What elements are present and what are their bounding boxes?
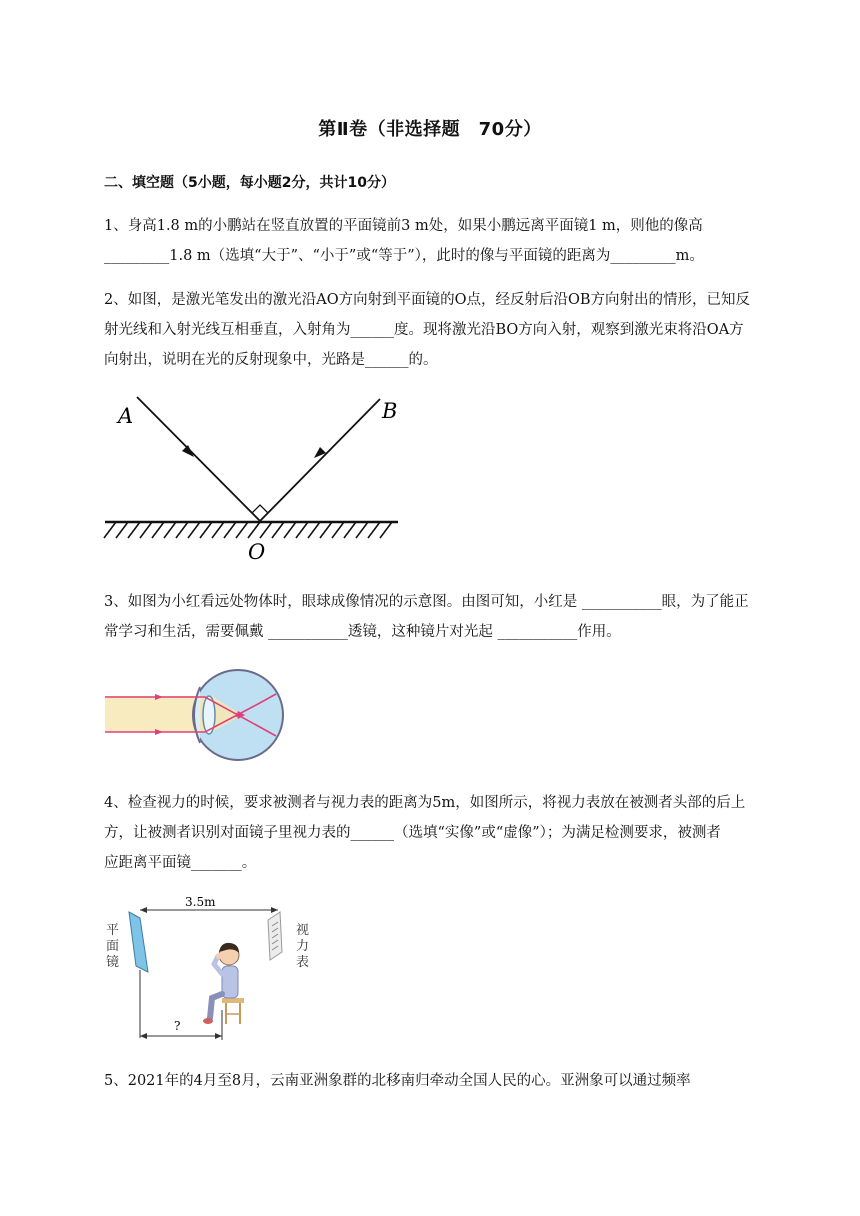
question-3-line-2: 常学习和生活，需要佩戴 ___________透镜，这种镜片对光起 ___________作用。 [104, 624, 621, 640]
question-5 [104, 1066, 804, 1096]
mirror-label-3: 镜 [106, 955, 120, 970]
seated-person [203, 943, 244, 1024]
reflected-ray [260, 399, 380, 521]
page-title: 第Ⅱ卷（非选择题 70分） [318, 119, 542, 140]
question-2-line-1: 2、如图，是激光笔发出的激光沿AO方向射到平面镜的O点，经反射后沿OB方向射出的情形，已知反 [104, 292, 751, 308]
question-4-line-2: 方，让被测者识别对面镜子里视力表的______（选填“实像”或“虚像”）；为满足检测要求，被测者 [104, 825, 721, 841]
arrow-left-bottom-icon [140, 1033, 147, 1039]
legs [210, 994, 222, 1018]
label-b: B [382, 399, 398, 423]
right-angle-mark [252, 505, 268, 513]
mirror-label-1: 平 [106, 923, 120, 938]
cornea [194, 687, 200, 743]
mirror-hatching [104, 522, 392, 538]
arrow-left-icon [140, 907, 147, 913]
chart-label-3: 表 [296, 955, 310, 970]
question-4-line-3: 应距离平面镜_______。 [104, 855, 257, 871]
label-o: O [248, 540, 266, 564]
eye-test-diagram [100, 890, 340, 1050]
mirror [129, 912, 148, 972]
question-2-line-3: 向射出，说明在光的反射现象中，光路是______的。 [104, 352, 438, 368]
question-2 [104, 285, 804, 375]
question-4 [104, 788, 804, 878]
shoe [203, 1018, 213, 1024]
question-2-line-2: 射光线和入射光线互相垂直，入射角为______度。现将激光沿BO方向入射，观察到激光束将沿OA方 [104, 322, 744, 338]
eye-diagram [100, 665, 290, 765]
unknown-distance-label: ? [174, 1019, 181, 1033]
chart-label-1: 视 [296, 923, 310, 938]
arrow-right-icon [271, 907, 278, 913]
hand [216, 953, 222, 959]
section-heading: 二、填空题（5小题，每小题2分，共计10分） [104, 175, 395, 191]
label-a: A [118, 404, 134, 428]
question-1 [104, 211, 804, 271]
chart-label-2: 力 [296, 939, 310, 954]
incident-arrow-icon [182, 445, 194, 457]
arrow-right-bottom-icon [215, 1033, 222, 1039]
question-3-line-1: 3、如图为小红看远处物体时，眼球成像情况的示意图。由图可知，小红是 ___________眼，为了能正 [104, 594, 749, 610]
question-3 [104, 587, 804, 647]
reflection-diagram [100, 385, 410, 565]
question-1-line-1: 1、身高1.8 m的小鹏站在竖直放置的平面镜前3 m处，如果小鹏远离平面镜1 m，则他的像高 [104, 218, 703, 234]
question-1-line-2: _________1.8 m（选填“大于”、“小于”或“等于”），此时的像与平面镜的距离为_________m。 [104, 248, 704, 264]
question-4-line-1: 4、检查视力的时候，要求被测者与视力表的距离为5m，如图所示，将视力表放在被测者头部的后上 [104, 795, 746, 811]
distance-label: 3.5m [185, 895, 216, 909]
incident-ray [137, 397, 260, 521]
stool-seat [222, 998, 244, 1003]
question-5-line-1: 5、2021年的4月至8月，云南亚洲象群的北移南归牵动全国人民的心。亚洲象可以通过频率 [104, 1073, 691, 1089]
mirror-label-2: 面 [106, 939, 120, 954]
